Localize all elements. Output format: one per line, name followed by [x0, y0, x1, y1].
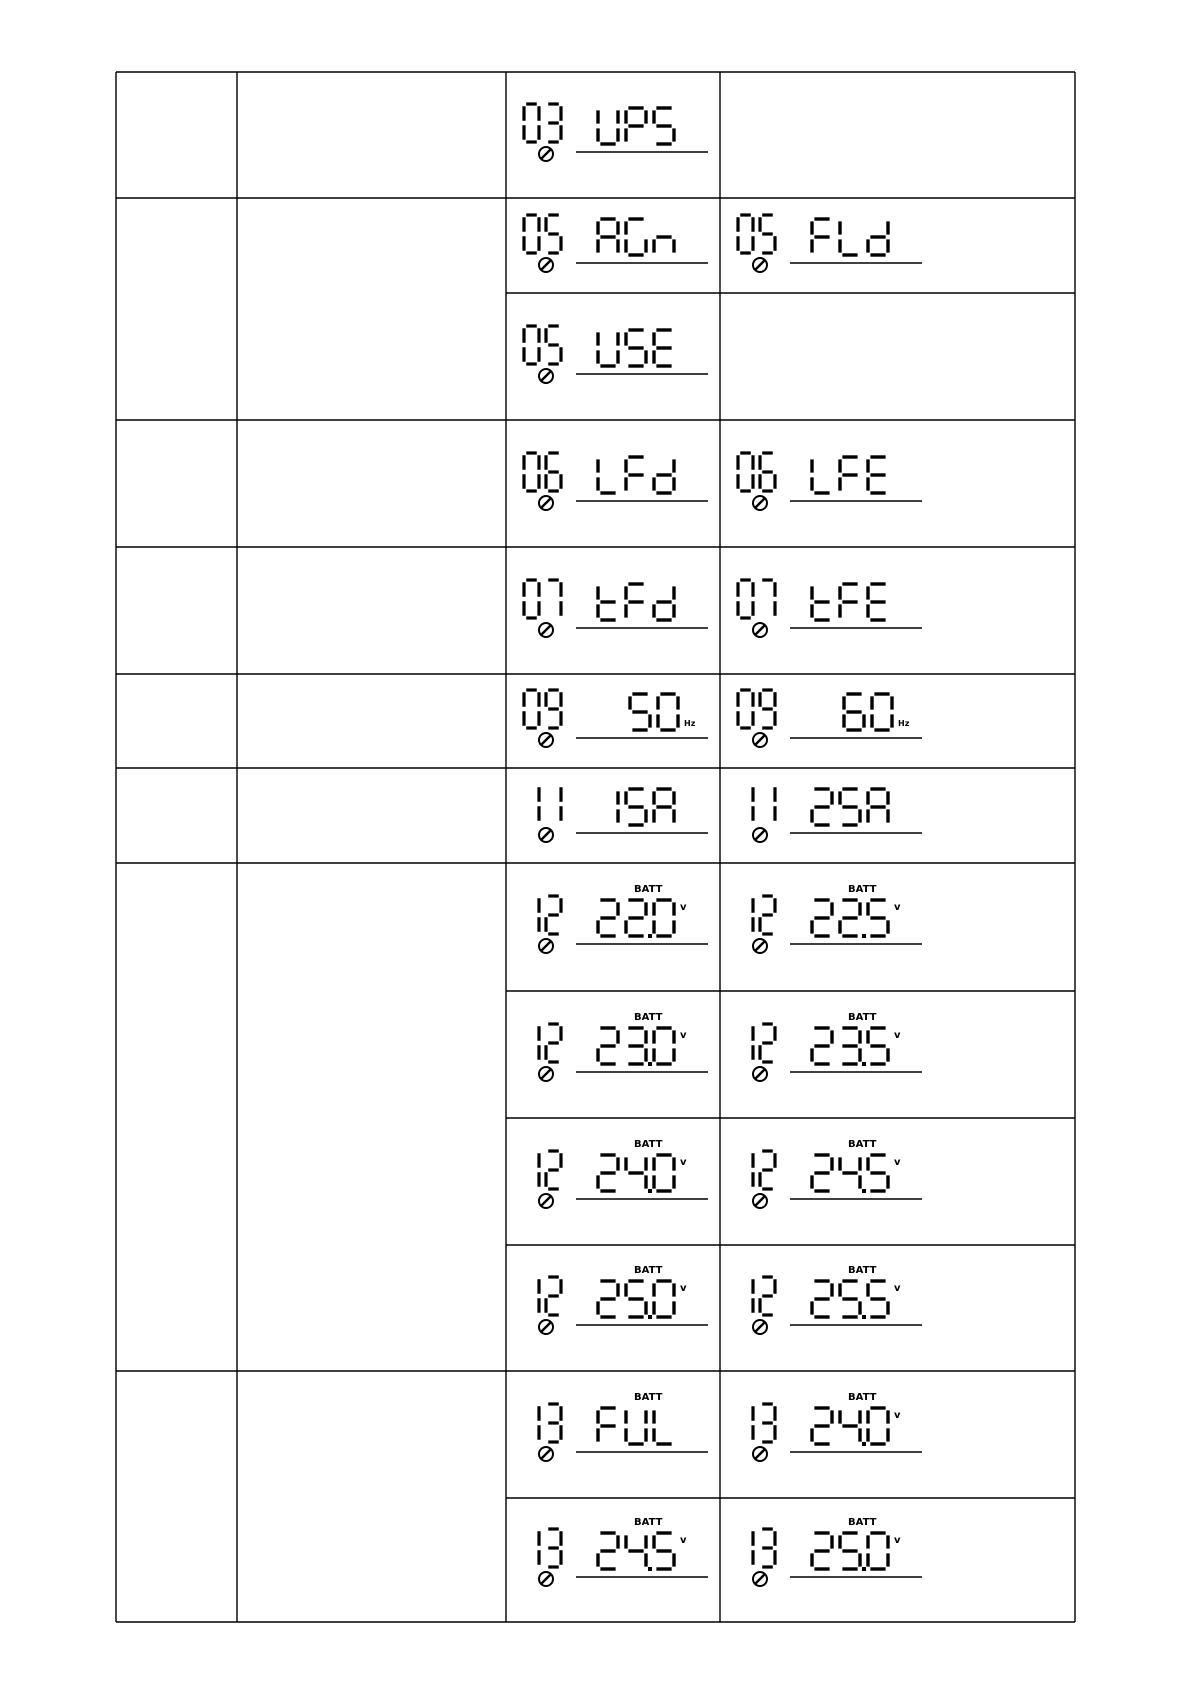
- decimal-point: [862, 1062, 866, 1066]
- lcd-display: [518, 884, 723, 978]
- lcd-digit: [812, 459, 830, 493]
- lcd-display: [518, 1138, 723, 1233]
- unit-label: v: [680, 1535, 687, 1546]
- lcd-digit: [524, 580, 539, 618]
- setting-icon: [753, 1194, 767, 1208]
- lcd-digit: [626, 1157, 646, 1188]
- unit-label: v: [680, 1156, 687, 1168]
- lcd-display: [518, 1011, 723, 1106]
- setting-icon: [753, 939, 767, 953]
- lcd-digit: [546, 690, 561, 728]
- setting-icon: [753, 1572, 767, 1586]
- setting-icon: [539, 147, 553, 161]
- unit-label: v: [894, 1283, 901, 1294]
- lcd-digit: [524, 104, 539, 142]
- lcd-digit: [654, 586, 674, 620]
- setting-icon: [539, 1194, 553, 1208]
- decimal-point: [862, 1442, 866, 1446]
- lcd-digit: [546, 326, 561, 364]
- lcd-display: [518, 1517, 723, 1611]
- lcd-display: [518, 207, 723, 297]
- lcd-digit: [654, 237, 674, 253]
- lcd-digit: [868, 1155, 888, 1191]
- lcd-display: [732, 1517, 937, 1611]
- decimal-point: [862, 934, 866, 938]
- lcd-digit: [738, 580, 753, 618]
- setting-icon: [753, 496, 767, 510]
- lcd-digit: [654, 1028, 674, 1064]
- lcd-digit: [626, 1281, 646, 1317]
- lcd-digit: [812, 789, 832, 825]
- lcd-digit: [868, 221, 888, 255]
- lcd-digit: [654, 900, 674, 936]
- setting-icon: [539, 258, 553, 272]
- lcd-digit: [840, 900, 860, 936]
- lcd-digit: [598, 1281, 618, 1317]
- unit-label: v: [894, 1535, 901, 1546]
- lcd-digit: [548, 104, 561, 142]
- lcd-digit: [840, 221, 858, 255]
- lcd-digit: [872, 694, 892, 730]
- lcd-digit: [598, 110, 618, 144]
- lcd-digit: [760, 1024, 775, 1062]
- lcd-display: [518, 445, 723, 535]
- lcd-digit: [868, 1533, 888, 1569]
- decimal-point: [648, 934, 652, 938]
- setting-icon: [753, 1067, 767, 1081]
- lcd-digit: [840, 1157, 860, 1188]
- lcd-digit: [760, 1151, 775, 1189]
- lcd-digit: [546, 896, 561, 934]
- decimal-point: [648, 1189, 652, 1193]
- lcd-digit: [524, 453, 539, 491]
- lcd-display: [732, 207, 937, 297]
- lcd-digit: [626, 900, 646, 936]
- lcd-digit: [548, 1529, 561, 1567]
- lcd-digit: [812, 1028, 832, 1064]
- lcd-digit: [812, 586, 830, 620]
- setting-icon: [753, 623, 767, 637]
- lcd-digit: [628, 1028, 646, 1064]
- lcd-display: [732, 1138, 937, 1233]
- setting-icon: [753, 1320, 767, 1334]
- unit-label: Hz: [898, 719, 910, 728]
- lcd-digit: [738, 690, 753, 728]
- lcd-digit: [760, 896, 775, 934]
- batt-label: BATT: [848, 1265, 877, 1276]
- unit-label: v: [894, 1029, 901, 1041]
- unit-label: v: [894, 902, 901, 913]
- lcd-display: [518, 1391, 723, 1486]
- lcd-display: [732, 1011, 937, 1106]
- setting-icon: [539, 733, 553, 747]
- lcd-digit: [548, 1404, 561, 1442]
- lcd-display: [518, 572, 723, 662]
- lcd-display: [518, 1265, 723, 1359]
- batt-label: BATT: [634, 1391, 663, 1403]
- batt-label: BATT: [634, 1011, 663, 1023]
- lcd-digit: [868, 457, 886, 493]
- lcd-digit: [598, 459, 616, 493]
- setting-icon: [539, 369, 553, 383]
- lcd-display: [732, 572, 937, 662]
- lcd-digit: [654, 1155, 674, 1191]
- lcd-digit: [654, 459, 674, 493]
- lcd-digit: [626, 1535, 646, 1566]
- lcd-digit: [598, 1028, 618, 1064]
- decimal-point: [862, 1567, 866, 1571]
- lcd-digit: [760, 690, 775, 728]
- lcd-digit: [840, 457, 858, 491]
- lcd-digit: [812, 1533, 832, 1569]
- setting-icon: [539, 623, 553, 637]
- lcd-digit: [760, 215, 775, 253]
- setting-icon: [539, 496, 553, 510]
- lcd-digit: [812, 1155, 832, 1191]
- setting-icon: [539, 1572, 553, 1586]
- lcd-digit: [630, 694, 650, 730]
- batt-label: BATT: [848, 884, 877, 895]
- lcd-digit: [840, 789, 860, 825]
- batt-label: BATT: [848, 1138, 877, 1150]
- setting-icon: [753, 733, 767, 747]
- unit-label: v: [894, 1156, 901, 1168]
- lcd-digit: [762, 1404, 775, 1442]
- lcd-display: [518, 777, 723, 867]
- unit-label: v: [680, 1283, 687, 1294]
- lcd-digit: [626, 584, 644, 618]
- lcd-digit: [548, 580, 561, 616]
- lcd-digit: [762, 1529, 775, 1567]
- lcd-digit: [840, 584, 858, 618]
- lcd-digit: [626, 1410, 646, 1444]
- lcd-digit: [524, 215, 539, 253]
- decimal-point: [648, 1567, 652, 1571]
- lcd-digit: [812, 219, 830, 253]
- setting-icon: [539, 939, 553, 953]
- decimal-point: [648, 1062, 652, 1066]
- unit-label: v: [680, 1029, 687, 1041]
- unit-label: Hz: [684, 719, 696, 728]
- lcd-digit: [626, 219, 646, 255]
- lcd-digit: [738, 215, 753, 253]
- lcd-digit: [842, 1028, 860, 1064]
- lcd-digit: [868, 1028, 888, 1064]
- lcd-digit: [598, 219, 618, 253]
- lcd-display: [518, 96, 723, 186]
- unit-label: v: [680, 902, 687, 913]
- lcd-digit: [868, 1281, 888, 1317]
- batt-label: BATT: [634, 1265, 663, 1276]
- lcd-display: [732, 777, 937, 867]
- batt-label: BATT: [634, 1138, 663, 1150]
- lcd-digit: [760, 453, 775, 491]
- setting-icon: [753, 828, 767, 842]
- batt-label: BATT: [848, 1391, 877, 1403]
- batt-label: BATT: [848, 1011, 877, 1023]
- lcd-digit: [868, 900, 888, 936]
- lcd-digit: [598, 1155, 618, 1191]
- batt-label: BATT: [634, 1517, 663, 1528]
- lcd-display: [732, 445, 937, 535]
- lcd-digit: [760, 1277, 775, 1315]
- lcd-digit: [546, 1277, 561, 1315]
- lcd-digit: [546, 453, 561, 491]
- lcd-digit: [654, 789, 674, 823]
- lcd-digit: [868, 789, 888, 823]
- lcd-digit: [812, 1281, 832, 1317]
- lcd-digit: [626, 457, 644, 491]
- lcd-digit: [844, 694, 864, 730]
- lcd-digit: [812, 1408, 832, 1444]
- decimal-point: [862, 1315, 866, 1319]
- batt-label: BATT: [634, 884, 663, 895]
- setting-icon: [539, 1447, 553, 1461]
- lcd-digit: [840, 1533, 860, 1569]
- lcd-digit: [654, 108, 674, 144]
- lcd-digit: [546, 1024, 561, 1062]
- lcd-digit: [840, 1410, 860, 1441]
- lcd-display: [518, 318, 723, 408]
- lcd-digit: [598, 1533, 618, 1569]
- lcd-digit: [598, 900, 618, 936]
- lcd-digit: [524, 690, 539, 728]
- decimal-point: [648, 1315, 652, 1319]
- unit-label: v: [894, 1409, 901, 1421]
- lcd-digit: [840, 1281, 860, 1317]
- setting-icon: [539, 828, 553, 842]
- lcd-digit: [626, 330, 646, 366]
- lcd-digit: [654, 1281, 674, 1317]
- lcd-digit: [868, 1408, 888, 1444]
- decimal-point: [862, 1189, 866, 1193]
- setting-icon: [753, 1447, 767, 1461]
- lcd-digit: [626, 789, 646, 825]
- lcd-digit: [546, 1151, 561, 1189]
- lcd-digit: [524, 326, 539, 364]
- lcd-digit: [654, 1533, 674, 1569]
- batt-label: BATT: [848, 1517, 877, 1528]
- setting-icon: [753, 258, 767, 272]
- setting-icon: [539, 1067, 553, 1081]
- lcd-display: [518, 682, 723, 772]
- lcd-digit: [762, 580, 775, 616]
- lcd-digit: [738, 453, 753, 491]
- lcd-digit: [812, 900, 832, 936]
- lcd-digit: [626, 108, 646, 142]
- lcd-digit: [598, 1408, 616, 1442]
- lcd-digit: [658, 694, 678, 730]
- lcd-digit: [598, 586, 616, 620]
- lcd-digit: [868, 584, 886, 620]
- lcd-digit: [654, 1410, 672, 1444]
- lcd-display: [732, 1391, 937, 1486]
- lcd-digit: [546, 215, 561, 253]
- lcd-digit: [598, 332, 618, 366]
- lcd-digit: [654, 330, 672, 366]
- setting-icon: [539, 1320, 553, 1334]
- lcd-display: [732, 1265, 937, 1359]
- lcd-display: [732, 884, 937, 978]
- lcd-display: [732, 682, 937, 772]
